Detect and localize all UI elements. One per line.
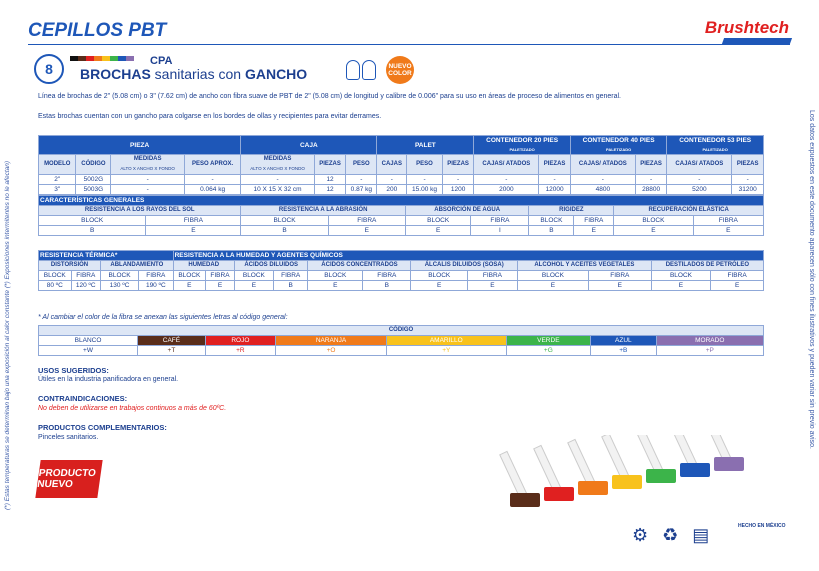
spec-group: PALET <box>377 136 474 155</box>
color-name-4: AMARILLO <box>387 336 507 346</box>
made-in-mexico-seal: HECHO EN MÉXICO <box>738 523 786 529</box>
brush-handle <box>568 439 595 484</box>
brush-handle <box>500 451 527 496</box>
uses-text: Útiles en la industria panificadora en general. <box>38 376 179 383</box>
colors-badge: 8 <box>34 54 64 84</box>
new-color-badge: NUEVO COLOR <box>386 56 414 84</box>
recycle-icon: ♻ <box>662 525 679 545</box>
food-handler-icon <box>346 60 380 82</box>
brush-bristles <box>714 457 744 471</box>
cleaning-icon: ⚙ <box>632 525 649 545</box>
brush-bristles <box>510 493 540 507</box>
brush-bristles <box>646 469 676 483</box>
color-name-3: NARANJA <box>275 336 386 346</box>
brush-bristles <box>578 481 608 495</box>
contraindications-text: No deben de utilizarse en trabajos continuos a más de 60ºC. <box>38 405 227 412</box>
brush-bristles <box>680 463 710 477</box>
thermal-chemical-table: RESISTENCIA TÉRMICA* RESISTENCIA A LA HUMEDAD Y AGENTES QUÍMICOS DISTORSIÓN ABLANDAMIENTO HUMEDAD ÁCIDOS DILUIDOS ÁCIDOS CONCENTRADOS ÁLCALIS DILUIDOS (SOSA) ALCOHOL Y ACEITES VEGETALES DESTILADOS DE PETRÓLEO BLOCK FIBRA BLOCK FIBRA BLOCK FIBRA BLOCK FIBRA BLOCK FIBRA BLOCK FIBRA BLOCK FIBRA BLOCK FIBRA 80 ºC 120 ºC 130 ºC 190 ºC E E E B E B E E E E E E <box>38 250 764 291</box>
description-line-1: Línea de brochas de 2" (5.08 cm) o 3" (7.62 cm) de ancho con fibra suave de PBT de 2" (5.08 cm) de longitud y calibre de 0.006" para su uso en áreas de proceso de alimentos en general. <box>38 93 621 100</box>
color-code-5: +G <box>506 346 591 356</box>
uses-title: USOS SUGERIDOS: <box>38 366 109 375</box>
color-code-3: +O <box>275 346 386 356</box>
description-line-2: Estas brochas cuentan con un gancho para colgarse en los bordes de ollas y recipientes para evitar derrames. <box>38 113 382 120</box>
brush-handle <box>636 435 663 473</box>
table-row: 2" 5002G - - - 12 - - - - - - - - - - <box>39 175 764 185</box>
conveyor-icon: ▤ <box>692 525 710 545</box>
color-code-table: CÓDIGO BLANCO CAFÉ ROJO NARANJA AMARILLO VERDE AZUL MORADO +W +T +R +O +Y +G +B +P <box>38 325 764 356</box>
table-row: B E B E E I B E E E <box>39 226 764 236</box>
spec-table: PIEZA CAJA PALET CONTENEDOR 20 PIES PALETIZADO CONTENEDOR 40 PIES PALETIZADO CONTENEDOR 53 PIES PALETIZADO MODELO CÓDIGO MEDIDAS ALTO X ANCHO X FONDO PESO APROX. MEDIDAS ALTO X ANCHO X FONDO PIEZAS PESO CAJAS PESO PIEZAS CAJAS/ ATADOS PIEZAS CAJAS/ ATADOS PIEZAS CAJAS/ ATADOS PIEZAS 2" 5002G - - - 12 - - - - - - - - - - 3" 5003G - 0.064 kg 10 X 15 X 32 cm 12 0.87 kg 200 15.00 kg 1200 2000 12000 4800 28800 5200 31200 <box>38 135 764 195</box>
color-name-6: AZUL <box>591 336 656 346</box>
color-name-5: VERDE <box>506 336 591 346</box>
brush-handle <box>534 445 561 490</box>
spec-group: CAJA <box>241 136 377 155</box>
brush-handle <box>704 435 731 461</box>
color-code-7: +P <box>656 346 763 356</box>
brush-handle <box>670 435 697 467</box>
color-name-0: BLANCO <box>39 336 138 346</box>
brushes-image <box>480 435 770 515</box>
new-product-badge: PRODUCTO NUEVO <box>35 460 102 498</box>
spec-group: CONTENEDOR 20 PIES PALETIZADO <box>474 136 571 155</box>
general-characteristics-table: CARACTERÍSTICAS GENERALES RESISTENCIA A LOS RAYOS DEL SOL RESISTENCIA A LA ABRASIÓN ABSORCIÓN DE AGUA RIGIDEZ RECUPERACIÓN ELÁSTICA BLOCK FIBRA BLOCK FIBRA BLOCK FIBRA BLOCK FIBRA BLOCK FIBRA B E B E E I B E E E <box>38 195 764 236</box>
color-code-2: +R <box>205 346 275 356</box>
color-code-0: +W <box>39 346 138 356</box>
color-strip <box>70 56 134 61</box>
table-row: 3" 5003G - 0.064 kg 10 X 15 X 32 cm 12 0.87 kg 200 15.00 kg 1200 2000 12000 4800 28800 5200 31200 <box>39 185 764 195</box>
contraindications-title: CONTRAINDICACIONES: <box>38 394 128 403</box>
color-code-1: +T <box>138 346 206 356</box>
brush-bristles <box>544 487 574 501</box>
color-name-2: ROJO <box>205 336 275 346</box>
brush-bristles <box>612 475 642 489</box>
page-title: CEPILLOS PBT <box>28 20 167 41</box>
complementary-text: Pinceles sanitarios. <box>38 434 99 441</box>
left-side-note: (*) Estas temperaturas se determinan bajo una exposición al calor constante (*) Exposiciones intermitentes no le afectan) <box>4 160 11 510</box>
certification-icons <box>632 525 709 546</box>
complementary-title: PRODUCTOS COMPLEMENTARIOS: <box>38 423 167 432</box>
right-side-note: Los datos expuestos en este documento aparecen sólo con fines ilustrativos y pueden variar sin previo aviso. <box>808 110 815 449</box>
product-subtitle: BROCHAS sanitarias con GANCHO <box>80 66 308 82</box>
color-code-6: +B <box>591 346 656 356</box>
table-row: 80 ºC 120 ºC 130 ºC 190 ºC E E E B E B E E E E E E <box>39 281 764 291</box>
brush-handle <box>602 435 629 479</box>
color-name-7: MORADO <box>656 336 763 346</box>
spec-group: PIEZA <box>39 136 241 155</box>
color-code-note: * Al cambiar el color de la fibra se anexan las siguientes letras al código general: <box>38 314 288 321</box>
color-name-1: CAFÉ <box>138 336 206 346</box>
color-code-4: +Y <box>387 346 507 356</box>
series-tag: CPA <box>150 55 173 67</box>
brand-logo: Brushtech <box>704 18 789 37</box>
spec-group: CONTENEDOR 40 PIES PALETIZADO <box>570 136 667 155</box>
spec-group: CONTENEDOR 53 PIES PALETIZADO <box>667 136 764 155</box>
header-divider <box>28 44 790 45</box>
